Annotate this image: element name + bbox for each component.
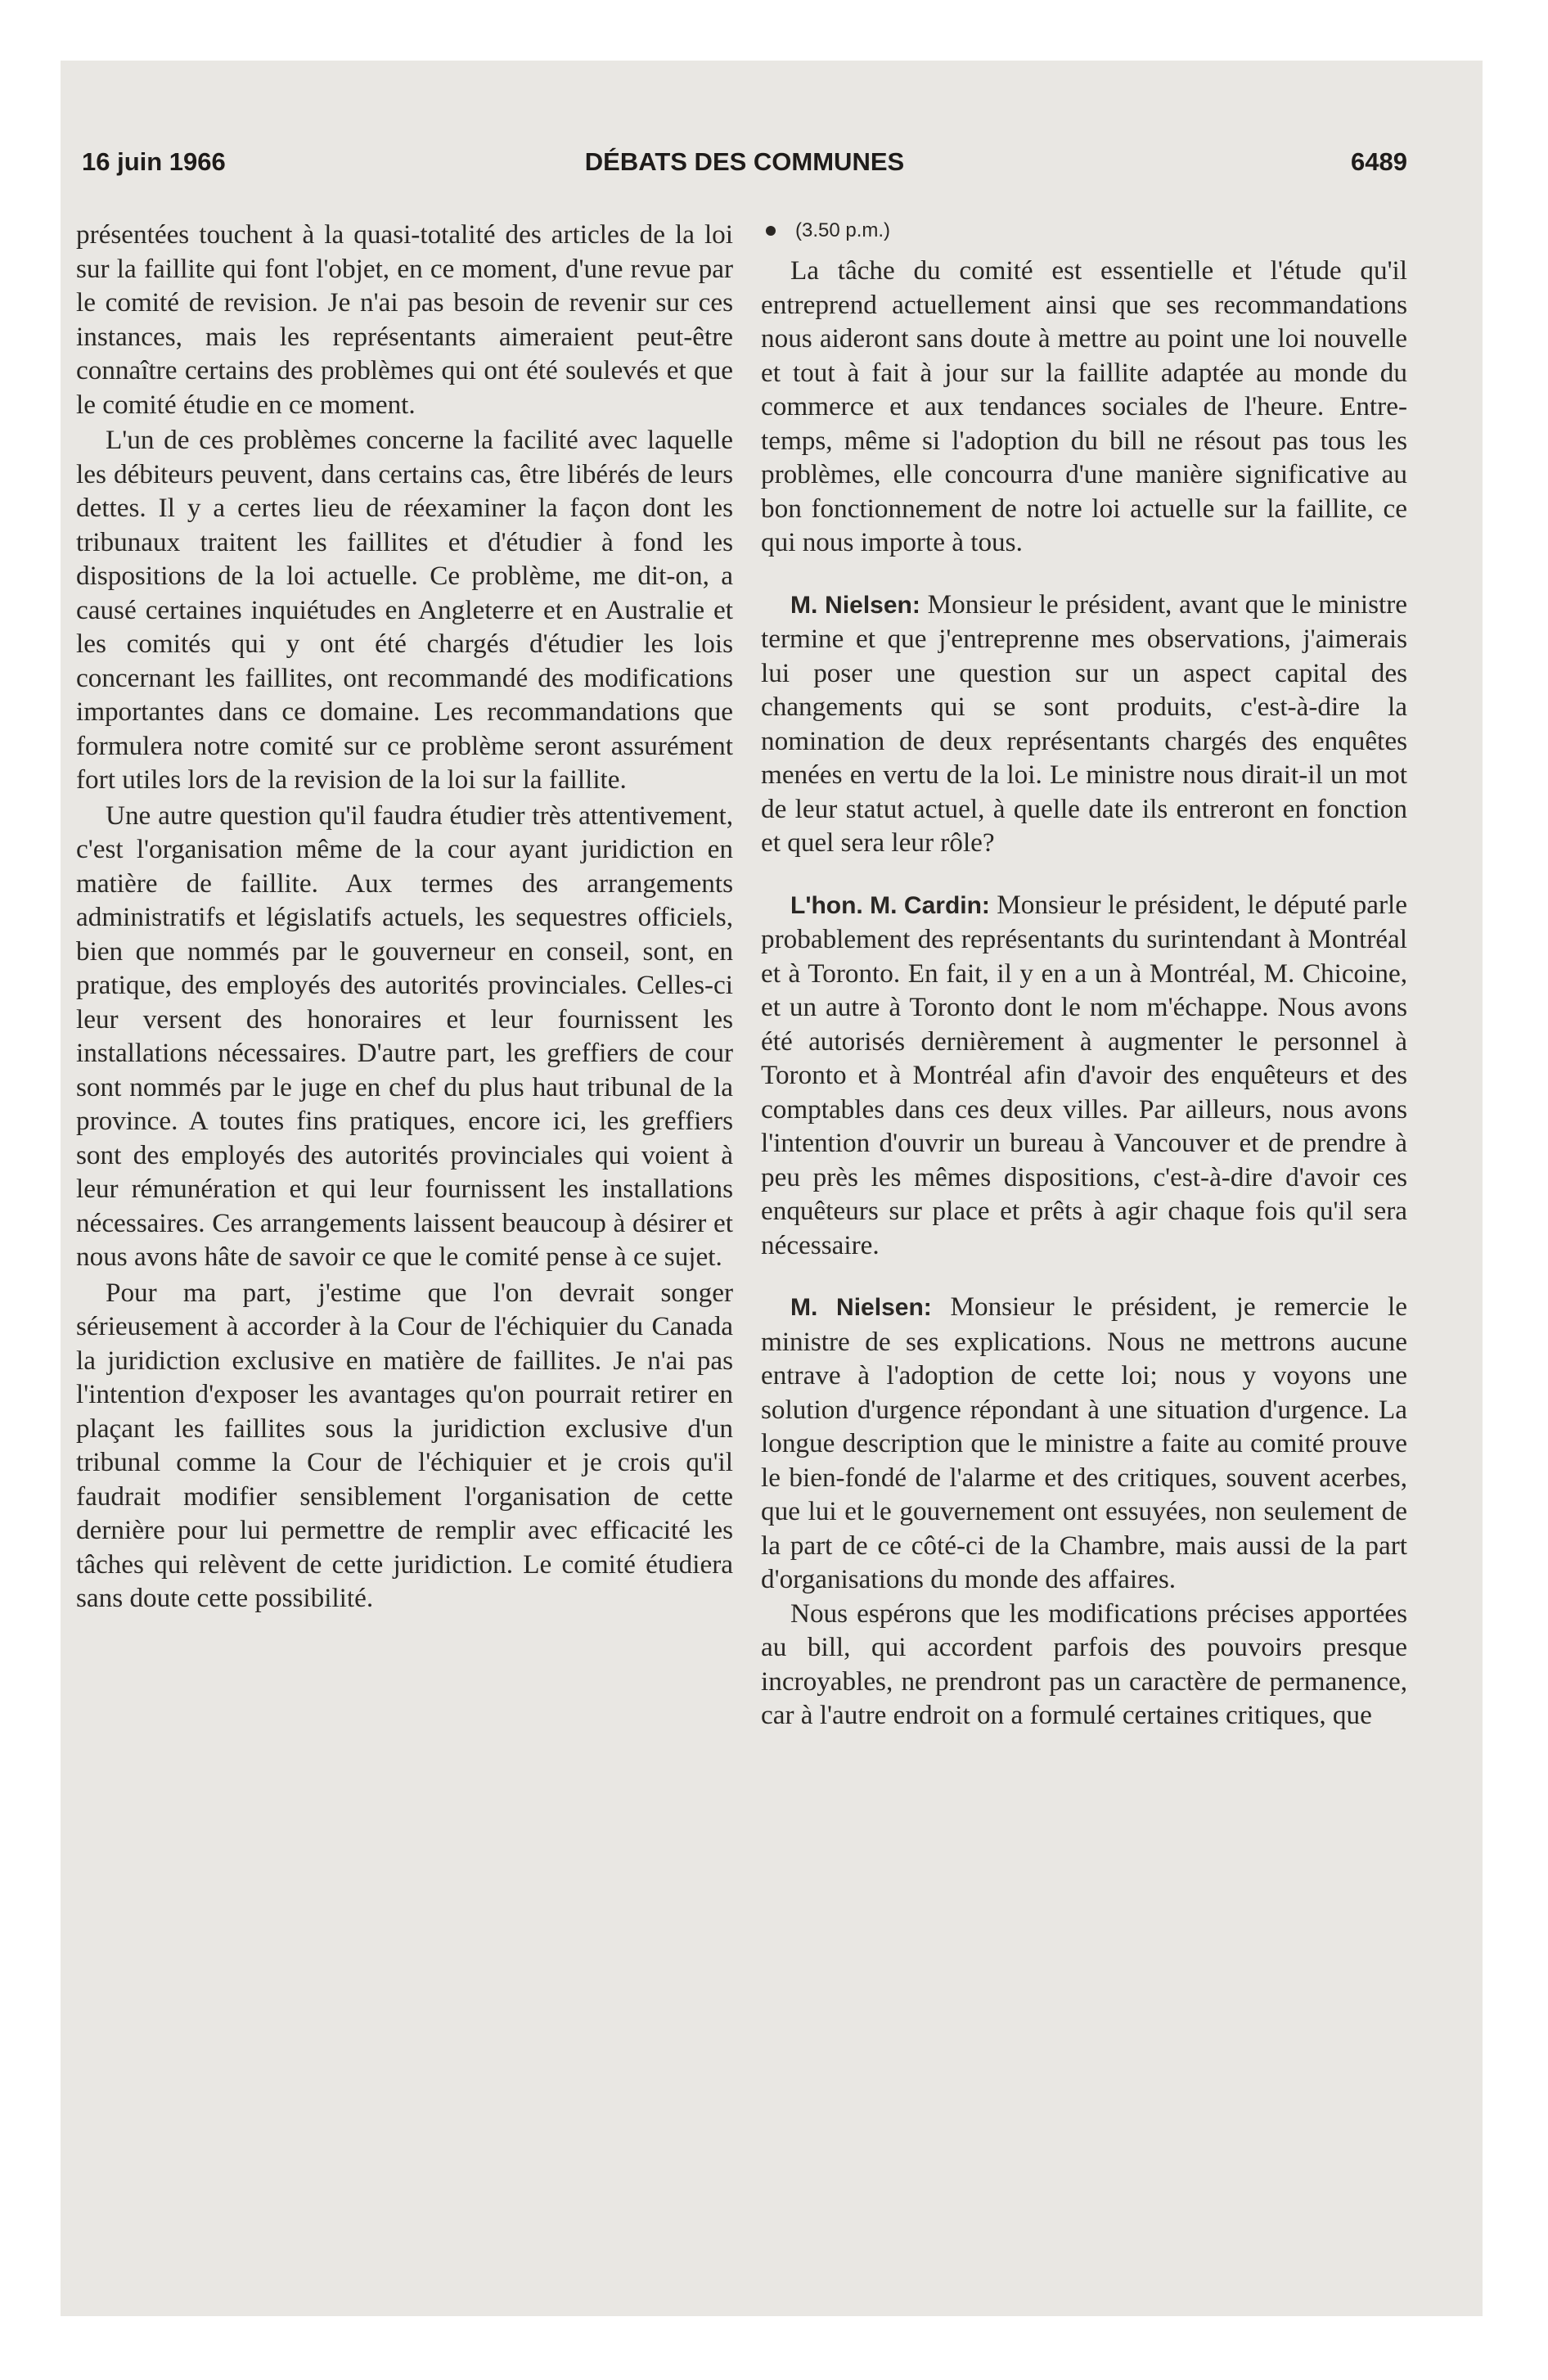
speech-paragraph	[761, 1290, 1407, 1597]
speaker-name: M. Nielsen:	[790, 591, 920, 619]
speech-text: Monsieur le président, je remercie le ministre de ses explications. Nous ne mettrons aucune entrave à l'adoption de cette loi; nous y voyons une solution d'urgence répondant à une situation d'urgence. La longue description que le ministre a faite au comité prouve le bien-fondé de l'alarme et des critiques, souvent acerbes, que lui et le gouvernement ont essuyées, non seulement de la part de ce côté-ci de la Chambre, mais aussi de la part d'organisations du monde des affaires.	[761, 1291, 1407, 1594]
speaker-name: L'hon. M. Cardin:	[790, 891, 990, 919]
paragraph: Pour ma part, j'estime que l'on devrait songer sérieusement à accorder à la Cour de l'échiquier du Canada la juridiction exclusive en matière de faillites. Je n'ai pas l'intention d'exposer les avantages qu'on pourrait retirer en plaçant les faillites sous la juridiction exclusive d'un tribunal comme la Cour de l'échiquier et je crois qu'il faudrait modifier sensiblement l'organisation de cette dernière pour lui permettre de remplir avec efficacité les tâches qui relèvent de cette juridiction. Le comité étudiera sans doute cette possibilité.	[76, 1277, 733, 1613]
speech-text: Monsieur le président, avant que le ministre termine et que j'entreprenne mes observations, j'aimerais lui poser une question sur un aspect capital des changements qui se sont produits, c'est-à-dire la nomination de deux représentants chargés des enquêtes menées en vertu de la loi. Le ministre nous dirait-il un mot de leur statut actuel, à quelle date ils entreront en fonction et quel sera leur rôle?	[761, 588, 1407, 858]
right-column	[761, 218, 1407, 1733]
speech-text: Monsieur le président, le député parle probablement des représentants du surintendant à Montréal et à Toronto. En fait, il y en a un à Montréal, M. Chicoine, et un autre à Toronto dont le nom m'échappe. Nous avons été autorisés dernièrement à augmenter le personnel à Toronto et à Montréal afin d'avoir des enquêteurs et des comptables dans ces deux villes. Par ailleurs, nous avons l'intention d'ouvrir un bureau à Vancouver et de prendre à peu près les mêmes dispositions, c'est-à-dire d'avoir ces enquêteurs sur place et prêts à agir chaque fois qu'il sera nécessaire.	[761, 889, 1407, 1260]
header-title: DÉBATS DES COMMUNES	[584, 147, 905, 176]
header-page-number: 6489	[1351, 147, 1407, 176]
paragraph: présentées touchent à la quasi-totalité des articles de la loi sur la faillite qui font l'objet, en ce moment, d'une revue par le comité de revision. Je n'ai pas besoin de revenir sur ces instances, mais les représentants aimeraient peut-être connaître certains des problèmes qui ont été soulevés et que le comité étudie en ce moment.	[76, 219, 733, 420]
paragraph: L'un de ces problèmes concerne la facilité avec laquelle les débiteurs peuvent, dans certains cas, être libérés de leurs dettes. Il y a certes lieu de réexaminer la façon dont les tribunaux traitent les faillites et d'étudier à fond les dispositions de la loi actuelle. Ce problème, me dit-on, a causé certaines inquiétudes en Angleterre et en Australie et les comités qui y ont été chargés d'étudier les lois concernant les faillites, ont recommandé des modifications importantes dans ce domaine. Les recommandations que formulera notre comité sur ce problème seront assurément fort utiles lors de la revision de la loi sur la faillite.	[76, 425, 733, 795]
speech-paragraph	[761, 888, 1407, 1263]
paragraph: Une autre question qu'il faudra étudier très attentivement, c'est l'organisation même de la cour ayant juridiction en matière de faillite. Aux termes des arrangements administratifs et législatifs actuels, les sequestres officiels, bien que nommés par le gouverneur en conseil, sont, en pratique, des employés des autorités provinciales. Celles-ci leur versent des honoraires et leur fournissent les installations nécessaires. D'autre part, les greffiers de cour sont nommés par le juge en chef du plus haut tribunal de la province. A toutes fins pratiques, encore ici, les greffiers sont des employés des autorités provinciales qui voient à leur rémunération et qui leur fournissent les installations nécessaires. Ces arrangements laissent beaucoup à désirer et nous avons hâte de savoir ce que le comité pense à ce sujet.	[76, 800, 733, 1272]
bullet-icon	[766, 226, 776, 236]
timestamp-marker	[761, 218, 1407, 244]
speaker-name: M. Nielsen:	[790, 1294, 932, 1321]
timestamp-text: (3.50 p.m.)	[795, 219, 891, 241]
header-date: 16 juin 1966	[82, 147, 226, 176]
page-header	[82, 147, 1407, 188]
paragraph: Nous espérons que les modifications précises apportées au bill, qui accordent parfois des pouvoirs presque incroyables, ne prendront pas un caractère de permanence, car à l'autre endroit on a formulé certaines critiques, que	[761, 1598, 1407, 1730]
left-column	[76, 218, 733, 1616]
paragraph: La tâche du comité est essentielle et l'étude qu'il entreprend actuellement ainsi que ses recommandations nous aideront sans doute à mettre au point une loi nouvelle et tout à fait à jour sur la faillite adaptée au monde du commerce et aux tendances sociales de l'heure. Entre-temps, même si l'adoption du bill ne résout pas tous les problèmes, elle concourra d'une manière significative au bon fonctionnement de notre loi actuelle sur la faillite, ce qui nous importe à tous.	[761, 255, 1407, 557]
speech-paragraph	[761, 588, 1407, 860]
